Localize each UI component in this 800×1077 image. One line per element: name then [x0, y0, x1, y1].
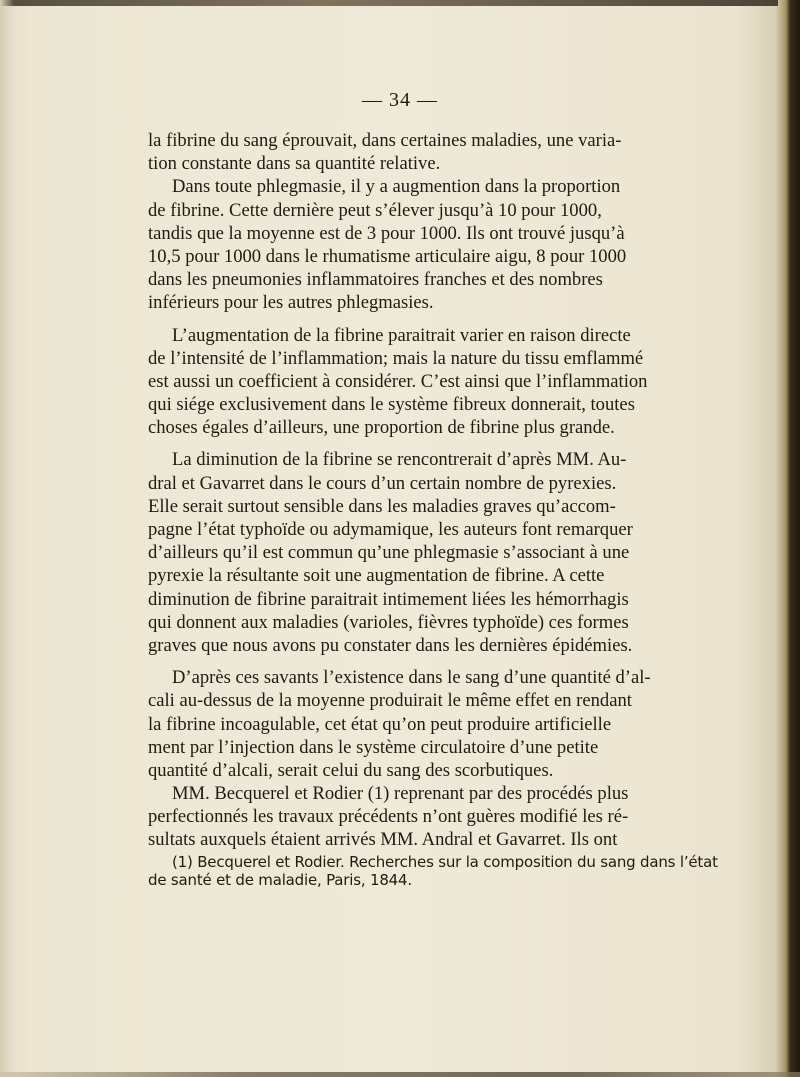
text-line: Elle serait surtout sensible dans les maladies graves qu’accom-	[148, 495, 616, 517]
footnote-line: de santé et de maladie, Paris, 1844.	[148, 871, 412, 889]
body-text	[148, 129, 666, 852]
text-line: quantité d’alcali, serait celui du sang des scorbutiques.	[148, 759, 554, 781]
text-line: de fibrine. Cette dernière peut s’élever jusqu’à 10 pour 1000,	[148, 199, 602, 221]
paragraph	[148, 129, 666, 175]
page-number: — 34 —	[362, 89, 438, 111]
book-binding-edge	[778, 0, 800, 1077]
text-line: de l’intensité de l’inflammation; mais la nature du tissu emflammé	[148, 347, 644, 369]
text-line: La diminution de la fibrine se rencontrerait d’après MM. Au-	[172, 449, 627, 471]
page-left-shade	[0, 0, 14, 1077]
page-top-edge	[0, 0, 800, 6]
text-line: tion constante dans sa quantité relative.	[148, 153, 441, 175]
paragraph	[148, 324, 666, 440]
text-line: d’ailleurs qu’il est commun qu’une phlegmasie s’associant à une	[148, 542, 630, 564]
paragraph	[148, 666, 666, 782]
paragraph	[148, 175, 666, 314]
text-line: la fibrine du sang éprouvait, dans certaines maladies, une varia-	[148, 130, 622, 151]
footnote	[148, 853, 718, 889]
text-line: graves que nous avons pu constater dans les dernières épidémies.	[148, 634, 633, 656]
text-line: pagne l’état typhoïde ou adymamique, les auteurs font remarquer	[148, 519, 633, 540]
text-line: L’augmentation de la fibrine paraitrait varier en raison directe	[172, 324, 631, 346]
text-line: MM. Becquerel et Rodier (1) reprenant par des procédés plus	[172, 783, 629, 805]
text-line: diminution de fibrine paraitrait intimement liées les hémorrhagis	[148, 588, 629, 610]
text-line: la fibrine incoagulable, cet état qu’on peut produire artificielle	[148, 713, 612, 735]
text-line: 10,5 pour 1000 dans le rhumatisme articulaire aigu, 8 pour 1000	[148, 245, 627, 267]
text-line: inférieurs pour les autres phlegmasies.	[148, 292, 434, 314]
text-line: dans les pneumonies inflammatoires franches et des nombres	[148, 269, 603, 291]
footnote-line: (1) Becquerel et Rodier. Recherches sur la composition du sang dans l’état	[172, 853, 718, 871]
text-line: Dans toute phlegmasie, il y a augmention dans la proportion	[172, 176, 621, 198]
text-line: qui siége exclusivement dans le système fibreux donnerait, toutes	[148, 394, 635, 416]
text-line: dral et Gavarret dans le cours d’un certain nombre de pyrexies.	[148, 472, 617, 494]
page-bottom-edge	[0, 1072, 800, 1077]
text-line: perfectionnés les travaux précédents n’ont guères modifié les ré-	[148, 806, 629, 828]
paragraph	[148, 448, 666, 657]
paragraph	[148, 782, 666, 852]
text-line: cali au-dessus de la moyenne produirait le même effet en rendant	[148, 690, 632, 712]
text-line: pyrexie la résultante soit une augmentation de fibrine. A cette	[148, 565, 605, 587]
text-line: est aussi un coefficient à considérer. C’est ainsi que l’inflammation	[148, 370, 648, 392]
text-line: qui donnent aux maladies (varioles, fièvres typhoïde) ces formes	[148, 611, 629, 633]
text-line: D’après ces savants l’existence dans le sang d’une quantité d’al-	[172, 667, 651, 689]
text-line: ment par l’injection dans le système circulatoire d’une petite	[148, 736, 599, 758]
text-line: sultats auxquels étaient arrivés MM. Andral et Gavarret. Ils ont	[148, 829, 618, 851]
text-line: choses égales d’ailleurs, une proportion de fibrine plus grande.	[148, 417, 615, 439]
text-line: tandis que la moyenne est de 3 pour 1000. Ils ont trouvé jusqu’à	[148, 222, 625, 244]
